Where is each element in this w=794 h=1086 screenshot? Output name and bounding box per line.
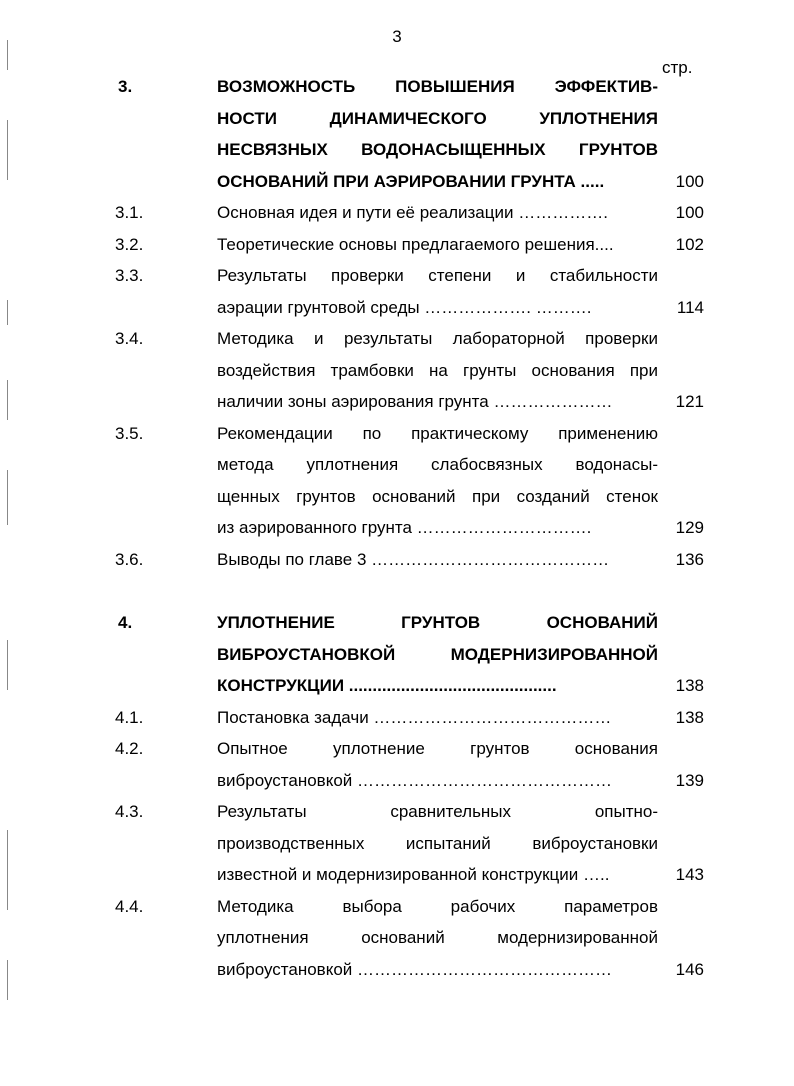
entry-page-number: 100 [675, 203, 704, 222]
page-column-label: стр. [662, 58, 693, 77]
entry-number: 3.5. [115, 423, 144, 443]
entry-page-number: 100 [675, 171, 704, 191]
page-number: 3 [392, 27, 402, 46]
entry-title-line: наличии зоны аэрирования грунта ………………… [217, 392, 613, 411]
entry-title-line: ОСНОВАНИЙ ПРИ АЭРИРОВАНИИ ГРУНТА ..... [217, 171, 605, 191]
entry-title-line: уплотнения оснований модернизированной [217, 928, 658, 947]
entry-title-line: Опытное уплотнение грунтов основания [217, 739, 658, 758]
entry-page-number: 138 [675, 676, 704, 695]
entry-title-line: Методика и результаты лабораторной проверки [217, 329, 658, 348]
entry-title [217, 260, 658, 323]
entry-title-line: ВОЗМОЖНОСТЬ ПОВЫШЕНИЯ ЭФФЕКТИВ- [217, 77, 658, 96]
entry-title-line: виброустановкой ……………………………………… [217, 770, 613, 790]
entry-number: 4. [118, 613, 133, 632]
entry-title-line: Выводы по главе 3 …………………………………… [217, 549, 610, 569]
entry-number: 4.2. [115, 739, 144, 758]
entry-page-number: 129 [675, 518, 704, 537]
entry-title-line: из аэрированного грунта …………………………. [217, 518, 592, 537]
entry-title-line: метода уплотнения слабосвязных водонасы- [217, 455, 658, 474]
entry-title-line: НОСТИ ДИНАМИЧЕСКОГО УПЛОТНЕНИЯ [217, 108, 658, 128]
entry-title-line: КОНСТРУКЦИИ ............................................ [217, 676, 557, 695]
entry-title-line: Теоретические основы предлагаемого решения.... [217, 234, 614, 254]
entry-number: 3. [118, 77, 133, 96]
entry-number: 3.1. [115, 203, 144, 222]
entry-number: 3.3. [115, 266, 144, 285]
entry-title [217, 418, 658, 544]
entry-number: 3.6. [115, 549, 144, 569]
entry-number: 3.4. [115, 329, 144, 348]
entry-title-line: виброустановкой ……………………………………… [217, 959, 613, 979]
entry-title [217, 891, 658, 986]
entry-page-number: 121 [675, 392, 704, 411]
entry-title [217, 323, 658, 418]
entry-title [217, 544, 658, 576]
entry-title [217, 197, 658, 229]
entry-page-number: 138 [675, 707, 704, 727]
entry-page-number: 114 [676, 297, 704, 317]
entry-title-line: Рекомендации по практическому применению [217, 423, 658, 443]
entry-page-number: 143 [675, 865, 704, 884]
entry-title-line: производственных испытаний виброустановки [217, 833, 658, 853]
scan-margin-artifacts [4, 0, 14, 1086]
entry-title [217, 733, 658, 796]
entry-number: 3.2. [115, 234, 144, 254]
entry-page-number: 139 [675, 770, 704, 790]
entry-page-number: 146 [675, 959, 704, 979]
entry-title-line: УПЛОТНЕНИЕ ГРУНТОВ ОСНОВАНИЙ [217, 613, 658, 632]
entry-title-line: Результаты проверки степени и стабильности [217, 266, 658, 285]
entry-title [217, 607, 658, 702]
entry-title-line: аэрации грунтовой среды ………………. ………. [217, 297, 592, 317]
entry-title [217, 702, 658, 734]
entry-title [217, 71, 658, 197]
entry-title-line: щенных грунтов оснований при созданий стенок [217, 486, 658, 506]
entry-page-number: 136 [675, 549, 704, 569]
entry-title-line: известной и модернизированной конструкции ….. [217, 865, 610, 884]
entry-title-line: воздействия трамбовки на грунты основания при [217, 360, 658, 380]
entry-title-line: Методика выбора рабочих параметров [217, 896, 658, 916]
entry-page-number: 102 [675, 234, 704, 254]
entry-title-line: НЕСВЯЗНЫХ ВОДОНАСЫЩЕННЫХ ГРУНТОВ [217, 140, 658, 159]
entry-title-line: Результаты сравнительных опытно- [217, 802, 658, 821]
entry-title [217, 229, 658, 261]
entry-number: 4.1. [115, 707, 144, 727]
entry-title-line: Основная идея и пути её реализации ……………. [217, 203, 608, 222]
entry-title [217, 796, 658, 891]
entry-number: 4.3. [115, 802, 144, 821]
entry-title-line: Постановка задачи …………………………………… [217, 707, 612, 727]
entry-number: 4.4. [115, 896, 144, 916]
entry-title-line: ВИБРОУСТАНОВКОЙ МОДЕРНИЗИРОВАННОЙ [217, 644, 658, 664]
